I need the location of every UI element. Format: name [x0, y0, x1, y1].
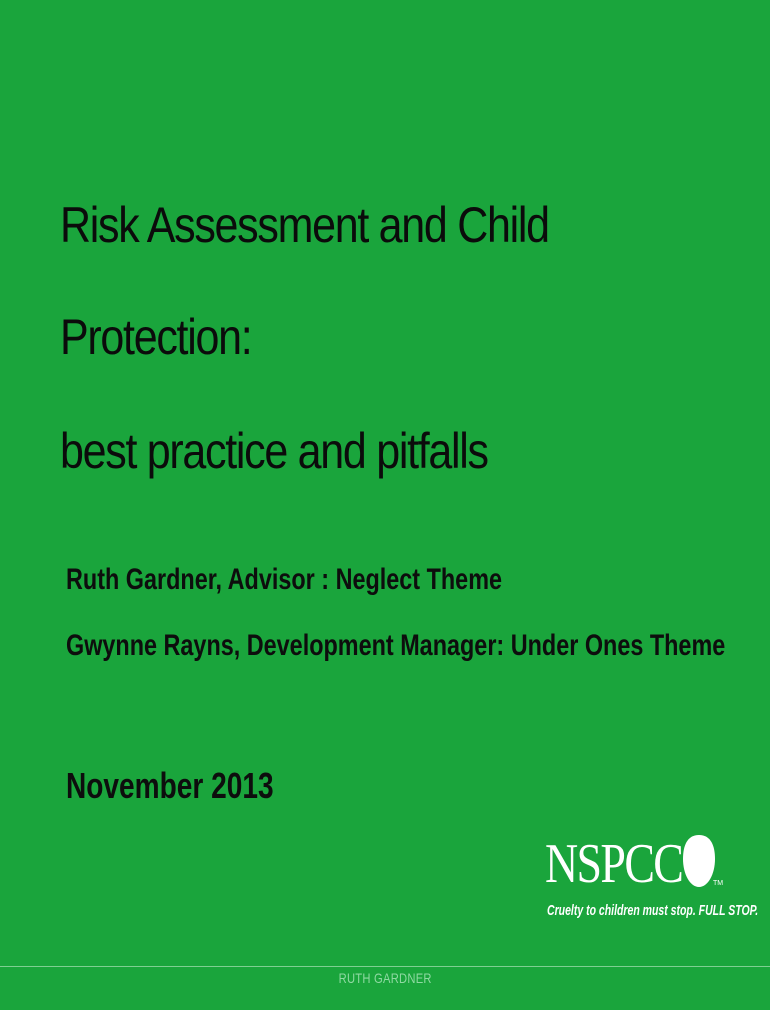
author-ruth-gardner: Ruth Gardner, Advisor : Neglect Theme — [66, 563, 503, 596]
slide-title — [60, 168, 645, 508]
title-line-1: Risk Assessment and Child — [60, 197, 549, 253]
nspcc-logo — [545, 828, 759, 928]
author-gwynne-rayns: Gwynne Rayns, Development Manager: Under Ones Theme — [66, 629, 726, 662]
title-line-2: Protection: — [60, 309, 252, 365]
footer-author: RUTH GARDNER — [338, 970, 432, 986]
nspcc-light-icon — [682, 833, 716, 889]
slide-footer — [0, 966, 770, 990]
nspcc-tagline: Cruelty to children must stop. FULL STOP. — [547, 902, 759, 919]
trademark-mark: TM — [713, 880, 724, 887]
title-line-3: best practice and pitfalls — [60, 423, 488, 479]
nspcc-wordmark: NSPCC — [545, 833, 683, 895]
authors-block — [66, 560, 725, 692]
presentation-date: November 2013 — [66, 765, 274, 806]
